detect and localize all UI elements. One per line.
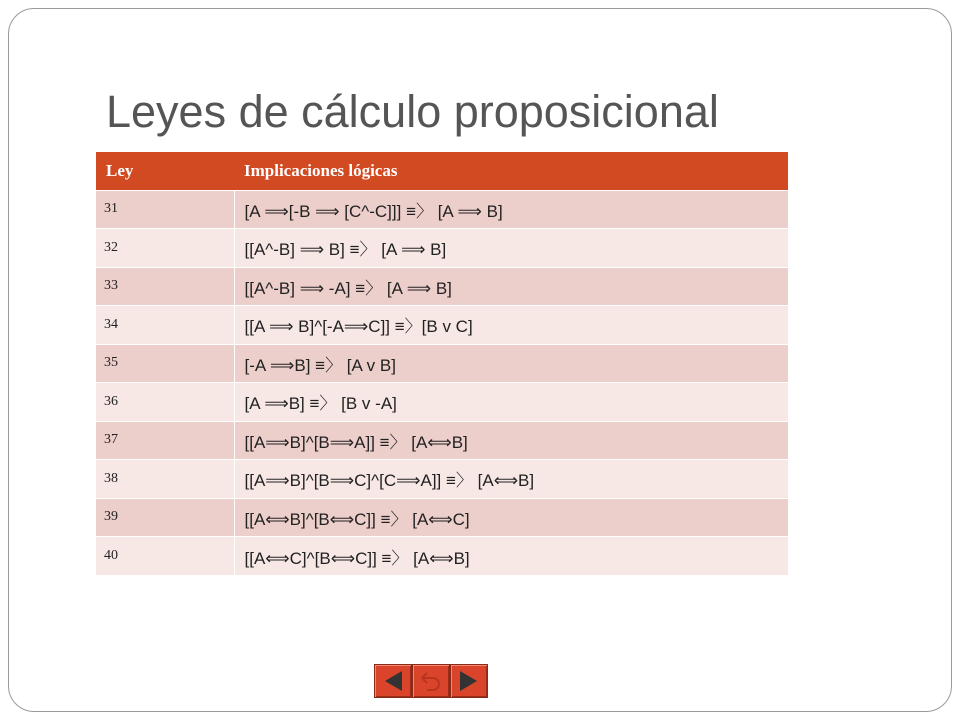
law-number: 31	[96, 190, 234, 229]
law-implication: [[A⟹B]^[B⟹C]^[C⟹A]] ≡〉 [A⟺B]	[234, 460, 788, 499]
law-implication: [[A^-B] ⟹ B] ≡〉 [A ⟹ B]	[234, 229, 788, 268]
table-row	[96, 190, 788, 229]
next-slide-button[interactable]	[450, 664, 488, 698]
law-number: 33	[96, 267, 234, 306]
back-button[interactable]	[412, 664, 450, 698]
table-row	[96, 383, 788, 422]
law-number: 36	[96, 383, 234, 422]
slide-navigation	[374, 664, 488, 698]
law-implication: [[A⟹B]^[B⟹A]] ≡〉 [A⟺B]	[234, 421, 788, 460]
law-number: 34	[96, 306, 234, 345]
law-number: 40	[96, 537, 234, 576]
law-number: 32	[96, 229, 234, 268]
law-implication: [A ⟹[-B ⟹ [C^-C]]] ≡〉 [A ⟹ B]	[234, 190, 788, 229]
header-implications: Implicaciones lógicas	[234, 152, 788, 190]
slide-title: Leyes de cálculo proposicional	[106, 86, 719, 137]
table-row	[96, 421, 788, 460]
law-implication: [[A⟺C]^[B⟺C]] ≡〉 [A⟺B]	[234, 537, 788, 576]
table-row	[96, 344, 788, 383]
curved-arrow-back-icon	[419, 669, 443, 693]
table-row	[96, 460, 788, 499]
previous-slide-button[interactable]	[374, 664, 412, 698]
law-number: 35	[96, 344, 234, 383]
table-row	[96, 498, 788, 537]
table-header-row	[96, 152, 788, 190]
laws-table	[96, 152, 788, 575]
table-row	[96, 229, 788, 268]
triangle-left-icon	[382, 669, 404, 693]
table-row	[96, 306, 788, 345]
law-implication: [-A ⟹B] ≡〉 [A v B]	[234, 344, 788, 383]
law-implication: [[A⟺B]^[B⟺C]] ≡〉 [A⟺C]	[234, 498, 788, 537]
triangle-right-icon	[458, 669, 480, 693]
table-row	[96, 537, 788, 576]
law-number: 38	[96, 460, 234, 499]
law-implication: [A ⟹B] ≡〉 [B v -A]	[234, 383, 788, 422]
law-implication: [[A ⟹ B]^[-A⟹C]] ≡〉[B v C]	[234, 306, 788, 345]
header-ley: Ley	[96, 152, 234, 190]
law-number: 39	[96, 498, 234, 537]
table-row	[96, 267, 788, 306]
law-number: 37	[96, 421, 234, 460]
law-implication: [[A^-B] ⟹ -A] ≡〉 [A ⟹ B]	[234, 267, 788, 306]
